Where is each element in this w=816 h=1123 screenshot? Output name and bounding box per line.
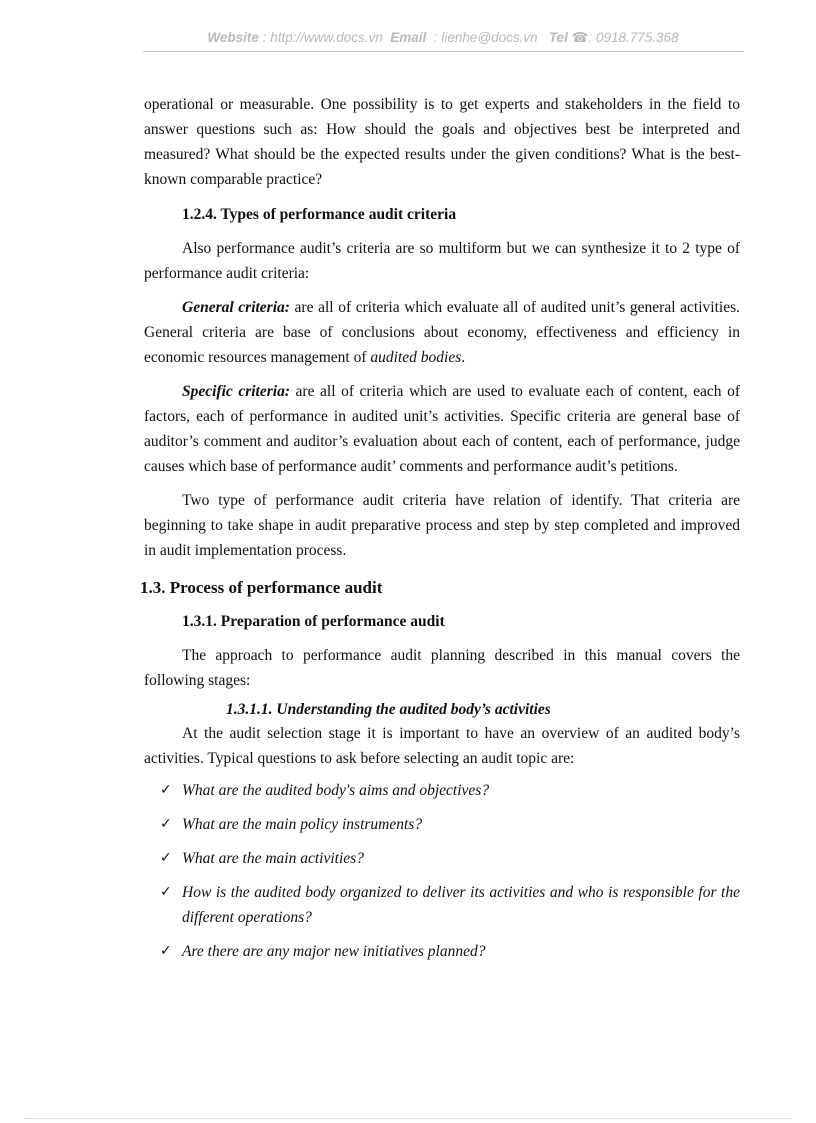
- document-body: [140, 92, 740, 973]
- list-item: ✓ What are the audited body's aims and objectives?: [144, 778, 740, 803]
- specific-criteria-text: are all of criteria which are used to evaluate each of content, each of factors, each of performance in audited unit’s activities. Specific criteria are general base of auditor’s comment and auditor’s evaluation about each of content, each of performance, judge causes which base of performance audit’ comments and performance audit’s petitions.: [144, 383, 740, 475]
- checkmark-icon: ✓: [160, 884, 172, 900]
- list-item: ✓ How is the audited body organized to deliver its activities and who is responsible for the different operations?: [144, 880, 740, 930]
- general-criteria-label: General criteria:: [182, 299, 290, 316]
- heading-1-3-1-1: 1.3.1.1. Understanding the audited body’s activities: [226, 701, 551, 718]
- website-label: Website: [207, 30, 259, 45]
- list-item: ✓ What are the main activities?: [144, 846, 740, 871]
- heading-1-3-1: 1.3.1. Preparation of performance audit: [182, 613, 445, 630]
- paragraph-approach: The approach to performance audit planning described in this manual covers the following stages:: [144, 647, 740, 689]
- website-link[interactable]: : http://www.docs.vn: [262, 30, 383, 45]
- email-label: Email: [390, 30, 427, 45]
- heading-1-3: 1.3. Process of performance audit: [140, 578, 383, 597]
- specific-criteria-label: Specific criteria:: [182, 383, 290, 400]
- checkmark-icon: ✓: [160, 782, 172, 798]
- paragraph-selection: At the audit selection stage it is important to have an overview of an audited body’s activities. Typical questions to ask before selecting an audit topic are:: [144, 725, 740, 767]
- paragraph-specific-criteria: [144, 379, 740, 479]
- checkmark-icon: ✓: [160, 943, 172, 959]
- general-criteria-end: .: [461, 349, 466, 366]
- question-list: [144, 778, 740, 964]
- general-criteria-italic: audited bodies: [370, 349, 462, 366]
- list-item: ✓ What are the main policy instruments?: [144, 812, 740, 837]
- list-item: ✓ Are there are any major new initiatives planned?: [144, 939, 740, 964]
- page-header: [143, 30, 743, 46]
- checkmark-icon: ✓: [160, 850, 172, 866]
- tel-number: : 0918.775.368: [588, 30, 679, 45]
- paragraph-also: Also performance audit’s criteria are so multiform but we can synthesize it to 2 type of performance audit criteria:: [144, 240, 740, 282]
- paragraph-general-criteria: [144, 295, 740, 370]
- tel-label: Tel: [548, 30, 568, 45]
- footer-divider: [24, 1118, 792, 1119]
- telephone-icon: ☎: [571, 30, 589, 46]
- email-link[interactable]: : lienhe@docs.vn: [433, 30, 538, 45]
- paragraph-two-types: Two type of performance audit criteria have relation of identify. That criteria are beginning to take shape in audit preparative process and step by step completed and improved in audit implementation process.: [144, 492, 740, 559]
- general-criteria-text: are all of criteria which evaluate all of audited unit’s general activities. General criteria are base of conclusions about economy, effectiveness and efficiency in economic resources management of: [144, 299, 740, 366]
- paragraph-intro: operational or measurable. One possibility is to get experts and stakeholders in the field to answer questions such as: How should the goals and objectives best be interpreted and measured? What should be the expected results under the given conditions? What is the best-known comparable practice?: [144, 96, 740, 188]
- header-divider: [143, 51, 743, 52]
- heading-1-2-4: 1.2.4. Types of performance audit criteria: [182, 206, 457, 223]
- checkmark-icon: ✓: [160, 816, 172, 832]
